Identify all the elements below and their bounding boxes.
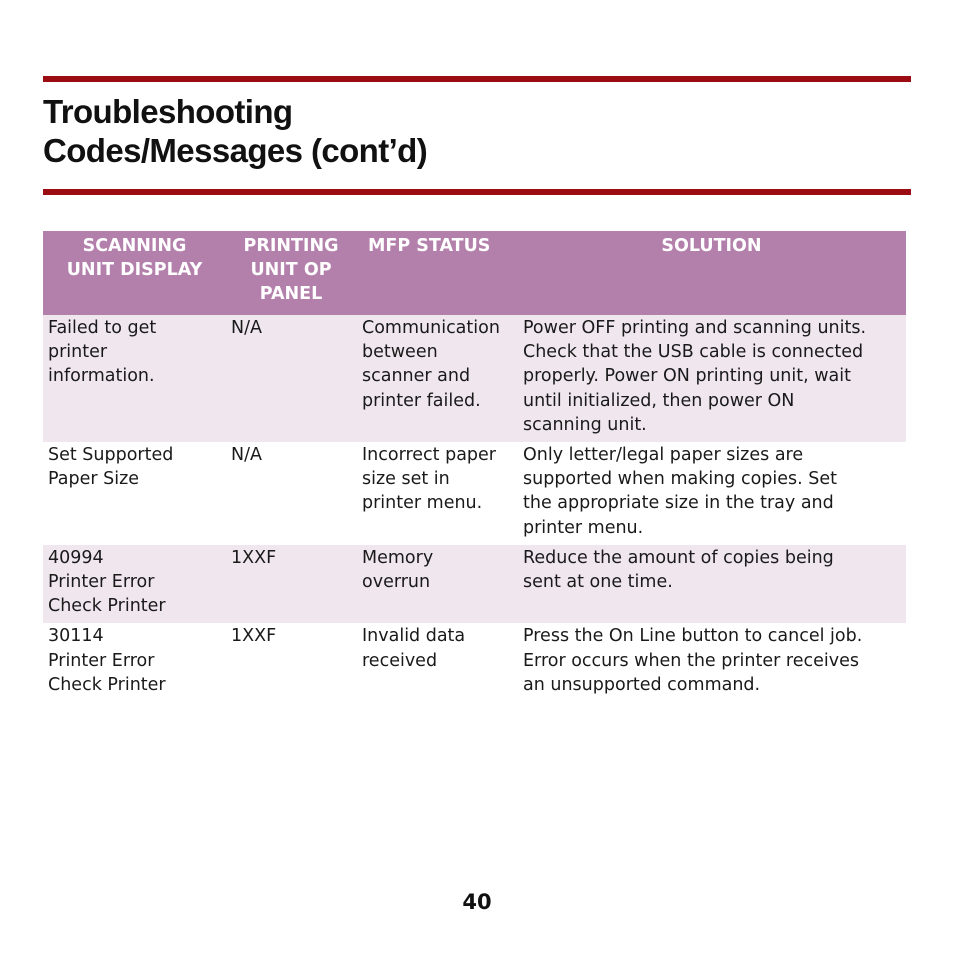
cell-scanning-unit-display: Set Supported Paper Size [48, 445, 174, 490]
troubleshooting-table [43, 231, 906, 702]
header-scanning-unit-display: SCANNING UNIT DISPLAY [43, 231, 226, 315]
cell-scanning-unit-display: 40994 Printer Error Check Printer [43, 545, 226, 624]
cell-mfp-status: Incorrect paper size set in printer menu. [362, 445, 496, 514]
cell-mfp-status: Memory overrun [356, 545, 517, 624]
page-number: 40 [462, 890, 492, 914]
cell-solution: Power OFF printing and scanning units. Check that the USB cable is connected properly. Power ON printing unit, wait until initialized, then power ON scanning unit. [517, 315, 906, 442]
top-rule [43, 76, 911, 82]
header-solution: SOLUTION [517, 231, 906, 315]
cell-printing-unit-op-panel: N/A [231, 445, 262, 466]
header-printing-unit-op-panel: PRINTING UNIT OP PANEL [226, 231, 356, 315]
cell-solution: Reduce the amount of copies being sent at one time. [517, 545, 906, 624]
cell-printing-unit-op-panel: N/A [226, 315, 356, 442]
title-line-1: Troubleshooting [43, 93, 293, 130]
table-header-row [43, 231, 906, 315]
title-line-2: Codes/Messages (cont’d) [43, 132, 428, 169]
table-row [43, 545, 906, 624]
bottom-rule [43, 189, 911, 195]
cell-mfp-status: Invalid data received [362, 626, 466, 671]
cell-printing-unit-op-panel: 1XXF [226, 545, 356, 624]
cell-scanning-unit-display: 30114 Printer Error Check Printer [48, 626, 166, 695]
cell-solution: Press the On Line button to cancel job. Error occurs when the printer receives an unsupported command. [523, 626, 863, 695]
table-row [43, 315, 906, 442]
cell-printing-unit-op-panel: 1XXF [231, 626, 277, 647]
table-row [43, 623, 906, 702]
cell-mfp-status: Communication between scanner and printer failed. [356, 315, 517, 442]
cell-scanning-unit-display: Failed to get printer information. [43, 315, 226, 442]
header-mfp-status: MFP STATUS [356, 231, 517, 315]
page-title [43, 92, 427, 170]
table-row [43, 442, 906, 545]
cell-solution: Only letter/legal paper sizes are supported when making copies. Set the appropriate size in the tray and printer menu. [523, 445, 838, 538]
